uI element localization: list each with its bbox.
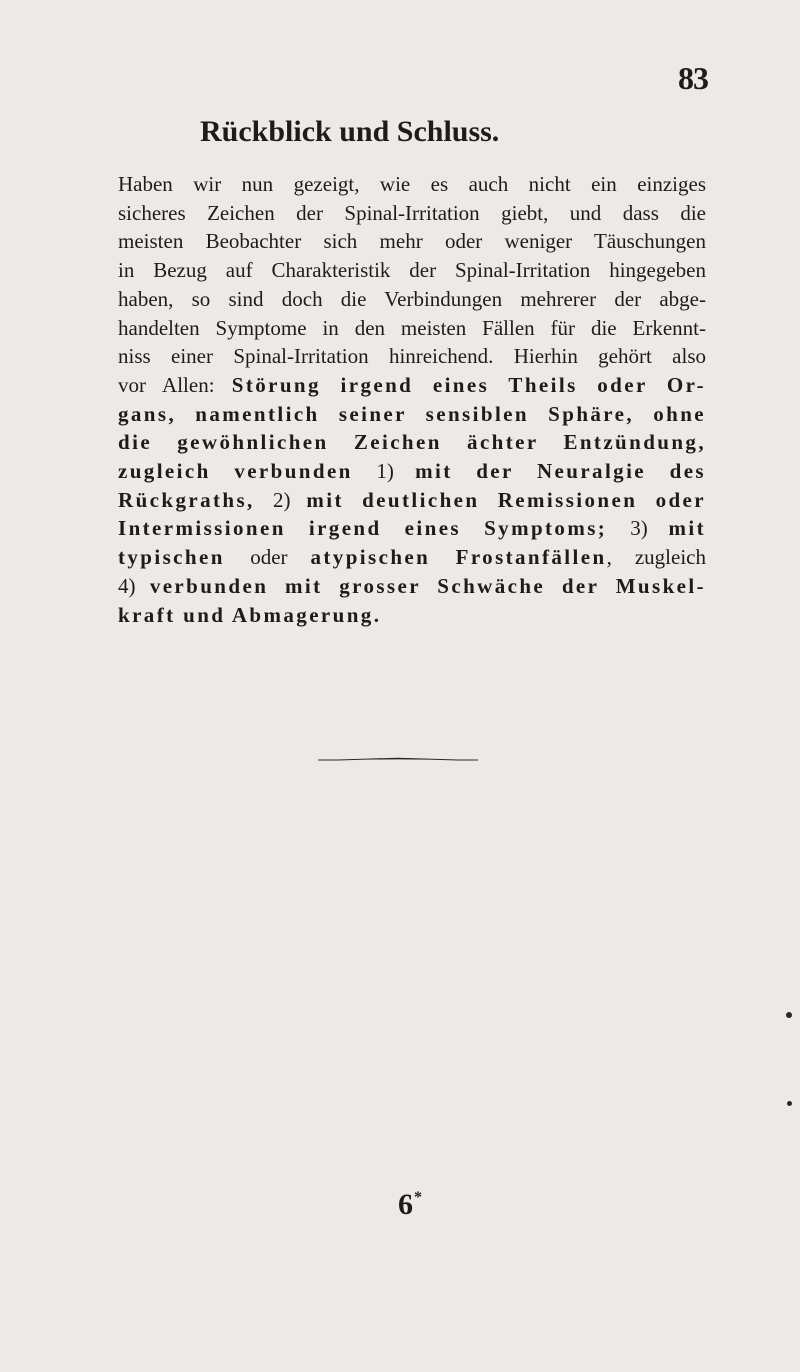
text-line — [118, 342, 706, 371]
text-segment: niss einer Spinal-Irritation hinreichend. Hierhin gehört also — [118, 344, 706, 369]
emphasized-text: typischen — [118, 545, 251, 570]
page-number: 83 — [678, 60, 708, 96]
text-segment: in Bezug auf Charakteristik der Spinal-Irritation hingegeben — [118, 258, 706, 283]
emphasized-text: zugleich verbunden — [118, 459, 377, 484]
text-segment: 1) — [376, 459, 416, 484]
text-segment: handelten Symptome in den meisten Fällen für die Erkennt- — [118, 315, 706, 340]
text-line — [118, 457, 706, 486]
text-segment: meisten Beobachter sich mehr oder weniger Täuschungen — [118, 229, 706, 254]
emphasized-text: verbunden mit grosser Schwäche der Muskel- — [149, 573, 706, 598]
text-line — [118, 486, 706, 515]
text-segment: vor Allen: — [118, 372, 232, 397]
signature-star: * — [414, 1189, 422, 1206]
text-line — [118, 199, 706, 228]
signature-number: 6 — [398, 1188, 413, 1221]
text-line — [118, 514, 706, 543]
margin-speck — [787, 1101, 792, 1106]
emphasized-text: gans, namentlich seiner sensiblen Sphäre, ohne — [118, 401, 706, 426]
text-segment: haben, so sind doch die Verbindungen mehrerer der abge- — [118, 286, 706, 311]
emphasized-text: Störung irgend eines Theils oder Or- — [231, 372, 706, 397]
body-paragraph — [118, 170, 706, 629]
text-line — [118, 400, 706, 429]
text-line — [118, 428, 706, 457]
text-segment: Haben wir nun gezeigt, wie es auch nicht ein einziges — [118, 172, 706, 196]
section-heading: Rückblick und Schluss. — [200, 115, 500, 148]
printer-signature — [398, 1183, 422, 1220]
text-segment: 4) — [118, 573, 150, 598]
text-segment: , zugleich — [606, 545, 706, 570]
emphasized-text: Intermissionen irgend eines Symptoms; — [118, 516, 631, 541]
margin-speck — [786, 1012, 792, 1018]
text-line — [118, 601, 706, 630]
text-line — [118, 170, 706, 199]
text-segment: oder — [250, 545, 311, 570]
text-line — [118, 572, 706, 601]
emphasized-text: mit deutlichen Remissionen oder — [306, 487, 706, 512]
emphasized-text: mit der Neuralgie des — [415, 459, 707, 484]
text-line — [118, 256, 706, 285]
emphasized-text: atypischen Frostanfällen — [310, 545, 607, 570]
text-line — [118, 371, 706, 400]
emphasized-text: mit — [668, 516, 706, 541]
text-line — [118, 227, 706, 256]
text-line — [118, 543, 706, 572]
text-segment: 3) — [630, 516, 669, 541]
emphasized-text: die gewöhnlichen Zeichen ächter Entzündung, — [118, 430, 706, 455]
emphasized-text: kraft und Abmagerung. — [118, 602, 382, 627]
text-segment: sicheres Zeichen der Spinal-Irritation giebt, und dass die — [118, 200, 706, 225]
text-line — [118, 314, 706, 343]
section-end-rule — [318, 757, 478, 763]
text-segment: 2) — [272, 487, 307, 512]
emphasized-text: Rückgraths, — [118, 487, 273, 512]
text-line — [118, 285, 706, 314]
